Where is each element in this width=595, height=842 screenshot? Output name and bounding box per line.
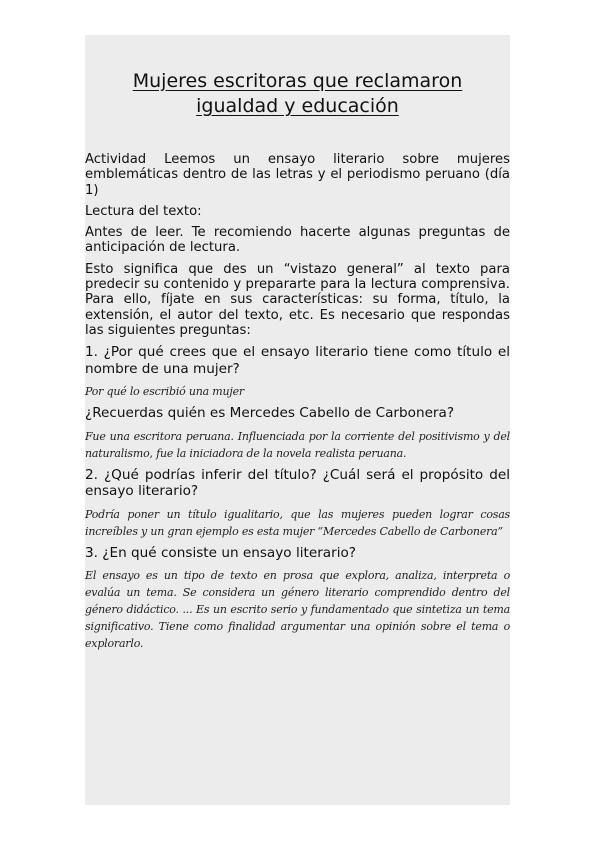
document-body (85, 152, 510, 652)
explanation-paragraph: Esto significa que des un “vistazo general” al texto para predecir su contenido y prepararte para la lectura comprensiva. Para ello, fíjate en sus características: su forma, título, la extensión, el autor del texto, etc. Es necesario que respondas las siguientes preguntas: (85, 261, 510, 338)
answer-1: Por qué lo escribió una mujer (85, 385, 244, 399)
question-2: 2. ¿Qué podrías inferir del título? ¿Cuál será el propósito del ensayo literario? (85, 466, 510, 500)
question-1: 1. ¿Por qué crees que el ensayo literario tiene como título el nombre de una mujer? (85, 344, 510, 377)
question-3: 3. ¿En qué consiste un ensayo literario? (85, 544, 357, 561)
title-line-1: Mujeres escritoras que reclamaron (132, 70, 463, 92)
document-title (85, 69, 510, 119)
question-1b: ¿Recuerdas quién es Mercedes Cabello de Carbonera? (85, 405, 455, 422)
document-page (85, 35, 510, 805)
answer-2: Podría poner un título igualitario, que las mujeres pueden lograr cosas increíbles y un gran ejemplo es esta mujer “Mercedes Cabello de Carbonera” (85, 507, 510, 538)
answer-1b: Fue una escritora peruana. Influenciada por la corriente del positivismo y del naturalismo, fue la iniciadora de la novela realista peruana. (85, 429, 510, 460)
activity-paragraph: Actividad Leemos un ensayo literario sobre mujeres emblemáticas dentro de las letras y el periodismo peruano (día 1) (85, 152, 510, 198)
answer-3: El ensayo es un tipo de texto en prosa que explora, analiza, interpreta o evalúa un tema. Se considera un género literario comprendido dentro del género didáctico. ... Es un escrito serio y fundamentado que sintetiza un tema significativo. Tiene como finalidad argumentar una opinión sobre el tema o explorarlo. (85, 569, 510, 651)
before-reading-paragraph: Antes de leer. Te recomiendo hacerte algunas preguntas de anticipación de lectura. (85, 225, 510, 256)
title-line-2: igualdad y educación (196, 95, 399, 117)
reading-label: Lectura del texto: (85, 203, 202, 219)
